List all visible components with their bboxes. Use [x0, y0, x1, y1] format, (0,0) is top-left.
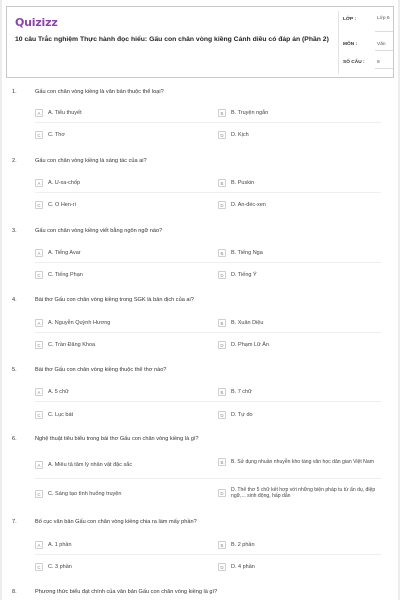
- option-row-divider: [35, 401, 381, 402]
- question-text: Gấu con chân vòng kiềng là sáng tác của ai?: [35, 158, 147, 164]
- option-text: C. Trần Đăng Khoa: [48, 341, 96, 348]
- option-d[interactable]: [218, 201, 266, 209]
- option-text: A. Tiểu thuyết: [48, 109, 82, 116]
- option-letter-badge: B: [218, 388, 226, 396]
- option-text: D. An-đéc-xen: [231, 201, 266, 208]
- option-letter-badge: A: [35, 249, 43, 257]
- question-text: Gấu con chân vòng kiềng là văn bản thuộc thể loại?: [35, 89, 164, 95]
- question-number: 3.: [12, 228, 17, 234]
- option-letter-badge: B: [218, 249, 226, 257]
- option-b[interactable]: [218, 541, 255, 549]
- option-letter-badge: A: [35, 109, 43, 117]
- option-a[interactable]: [35, 109, 82, 117]
- option-letter-badge: C: [35, 490, 43, 498]
- option-text: D. Tiếng Ý: [231, 271, 257, 278]
- option-d[interactable]: [218, 487, 384, 500]
- option-d[interactable]: [218, 563, 255, 571]
- option-text: C. Thơ: [48, 131, 65, 138]
- option-letter-badge: D: [218, 489, 226, 497]
- question-text: Gấu con chân vòng kiềng viết bằng ngôn ngữ nào?: [35, 228, 163, 234]
- question-count-label: SỐ CÂU :: [343, 60, 365, 65]
- option-text: D. Tự do: [231, 411, 253, 418]
- option-letter-badge: D: [218, 271, 226, 279]
- option-text: B. Sử dụng nhuần nhuyễn kho tàng văn học dân gian Việt Nam: [231, 458, 374, 465]
- option-letter-badge: B: [218, 458, 226, 466]
- option-text: D. Kịch: [231, 131, 249, 138]
- option-a[interactable]: [35, 319, 110, 327]
- option-text: C. O Hen-ri: [48, 201, 76, 208]
- question-number: 5.: [12, 367, 17, 373]
- option-text: D. Phạm Lữ Ân: [231, 341, 269, 348]
- option-text: B. 2 phần: [231, 541, 255, 548]
- question-number: 8.: [12, 589, 17, 595]
- option-letter-badge: C: [35, 271, 43, 279]
- option-letter-badge: B: [218, 179, 226, 187]
- option-text: B. 7 chữ: [231, 388, 252, 395]
- option-b[interactable]: [218, 458, 384, 466]
- option-c[interactable]: [35, 341, 95, 349]
- option-b[interactable]: [218, 249, 263, 257]
- option-d[interactable]: [218, 271, 257, 279]
- option-letter-badge: B: [218, 541, 226, 549]
- option-text: C. Tiếng Phạn: [48, 271, 83, 278]
- option-a[interactable]: [35, 249, 81, 257]
- option-text: C. Sáng tạo tình huống truyện: [48, 490, 122, 497]
- option-letter-badge: C: [35, 131, 43, 139]
- option-text: B. Tiếng Nga: [231, 249, 263, 256]
- option-text: B. Xuân Diệu: [231, 319, 264, 326]
- question-text: Phương thức biểu đạt chính của văn bản Gấu con chân vòng kiềng là gì?: [35, 589, 218, 595]
- option-text: A. Tiếng Avar: [48, 249, 81, 256]
- option-letter-badge: D: [218, 563, 226, 571]
- grade-value: Lớp 6: [377, 16, 390, 21]
- worksheet-header: [6, 6, 394, 78]
- option-a[interactable]: [35, 388, 69, 396]
- subject-underline: [375, 50, 393, 51]
- option-letter-badge: A: [35, 388, 43, 396]
- option-d[interactable]: [218, 411, 253, 419]
- option-b[interactable]: [218, 179, 254, 187]
- option-a[interactable]: [35, 179, 80, 187]
- option-a[interactable]: [35, 541, 72, 549]
- option-b[interactable]: [218, 109, 268, 117]
- question-number: 2.: [12, 158, 17, 164]
- option-letter-badge: D: [218, 201, 226, 209]
- option-row-divider: [35, 478, 381, 479]
- option-row-divider: [35, 122, 381, 123]
- option-b[interactable]: [218, 319, 263, 327]
- question-text: Bố cục văn bản Gấu con chân vòng kiềng chia ra làm mấy phần?: [35, 519, 197, 525]
- option-text: D. 4 phần: [231, 563, 255, 570]
- option-letter-badge: A: [35, 461, 43, 469]
- option-text: C. Lục bát: [48, 411, 74, 418]
- option-a[interactable]: [35, 461, 132, 469]
- grade-label: LỚP :: [343, 17, 357, 22]
- option-text: B. Truyện ngắn: [231, 109, 269, 116]
- option-c[interactable]: [35, 563, 72, 571]
- option-row-divider: [35, 332, 381, 333]
- question-count-value: 8: [377, 60, 380, 65]
- option-text: A. 1 phần: [48, 541, 72, 548]
- option-letter-badge: A: [35, 319, 43, 327]
- option-letter-badge: D: [218, 411, 226, 419]
- option-c[interactable]: [35, 131, 65, 139]
- option-text: C. 3 phần: [48, 563, 72, 570]
- question-text: Nghệ thuật tiêu biểu trong bài thơ Gấu con chân vòng kiềng là gì?: [35, 436, 199, 442]
- option-text: A. 5 chữ: [48, 388, 69, 395]
- option-text: A. Miêu tả tâm lý nhân vật đặc sắc: [48, 461, 133, 468]
- option-letter-badge: D: [218, 131, 226, 139]
- option-letter-badge: D: [218, 341, 226, 349]
- option-text: A. Nguyễn Quỳnh Hương: [48, 319, 111, 326]
- option-d[interactable]: [218, 341, 269, 349]
- question-number: 4.: [12, 297, 17, 303]
- option-text: A. U-xa-chốp: [48, 179, 81, 186]
- question-text: Bài thơ Gấu con chân vòng kiềng thuộc thể thơ nào?: [35, 367, 167, 373]
- option-c[interactable]: [35, 201, 76, 209]
- subject-label: MÔN :: [343, 42, 358, 47]
- option-row-divider: [35, 554, 381, 555]
- question-number: 7.: [12, 519, 17, 525]
- option-letter-badge: C: [35, 201, 43, 209]
- question-number: 6.: [12, 436, 17, 442]
- option-text: B. Puskin: [231, 179, 255, 186]
- option-c[interactable]: [35, 490, 121, 498]
- question-text: Bài thơ Gấu con chân vòng kiềng trong SGK là bản dịch của ai?: [35, 297, 194, 303]
- option-text: D. Thể thơ 5 chữ kết hợp với những biện pháp tu từ ẩn dụ, điệp ngữ,... sinh động, hấp dẫn: [231, 487, 376, 500]
- option-letter-badge: C: [35, 411, 43, 419]
- option-c[interactable]: [35, 271, 83, 279]
- option-d[interactable]: [218, 131, 249, 139]
- question-number: 1.: [12, 89, 17, 95]
- option-row-divider: [35, 262, 381, 263]
- option-b[interactable]: [218, 388, 252, 396]
- header-divider: [338, 11, 339, 74]
- quizizz-logo: Quizizz: [15, 16, 58, 29]
- grade-underline: [375, 31, 393, 32]
- subject-value: Văn: [377, 42, 386, 47]
- option-letter-badge: B: [218, 109, 226, 117]
- option-letter-badge: A: [35, 541, 43, 549]
- option-letter-badge: C: [35, 341, 43, 349]
- worksheet-page: [2, 0, 398, 600]
- option-letter-badge: B: [218, 319, 226, 327]
- option-c[interactable]: [35, 411, 73, 419]
- worksheet-title: 10 câu Trắc nghiệm Thực hành đọc hiểu: Gấu con chân vòng kiềng Cánh diều có đáp án (Phần 2): [15, 36, 329, 43]
- count-underline: [375, 68, 393, 69]
- option-row-divider: [35, 192, 381, 193]
- option-letter-badge: C: [35, 563, 43, 571]
- option-letter-badge: A: [35, 179, 43, 187]
